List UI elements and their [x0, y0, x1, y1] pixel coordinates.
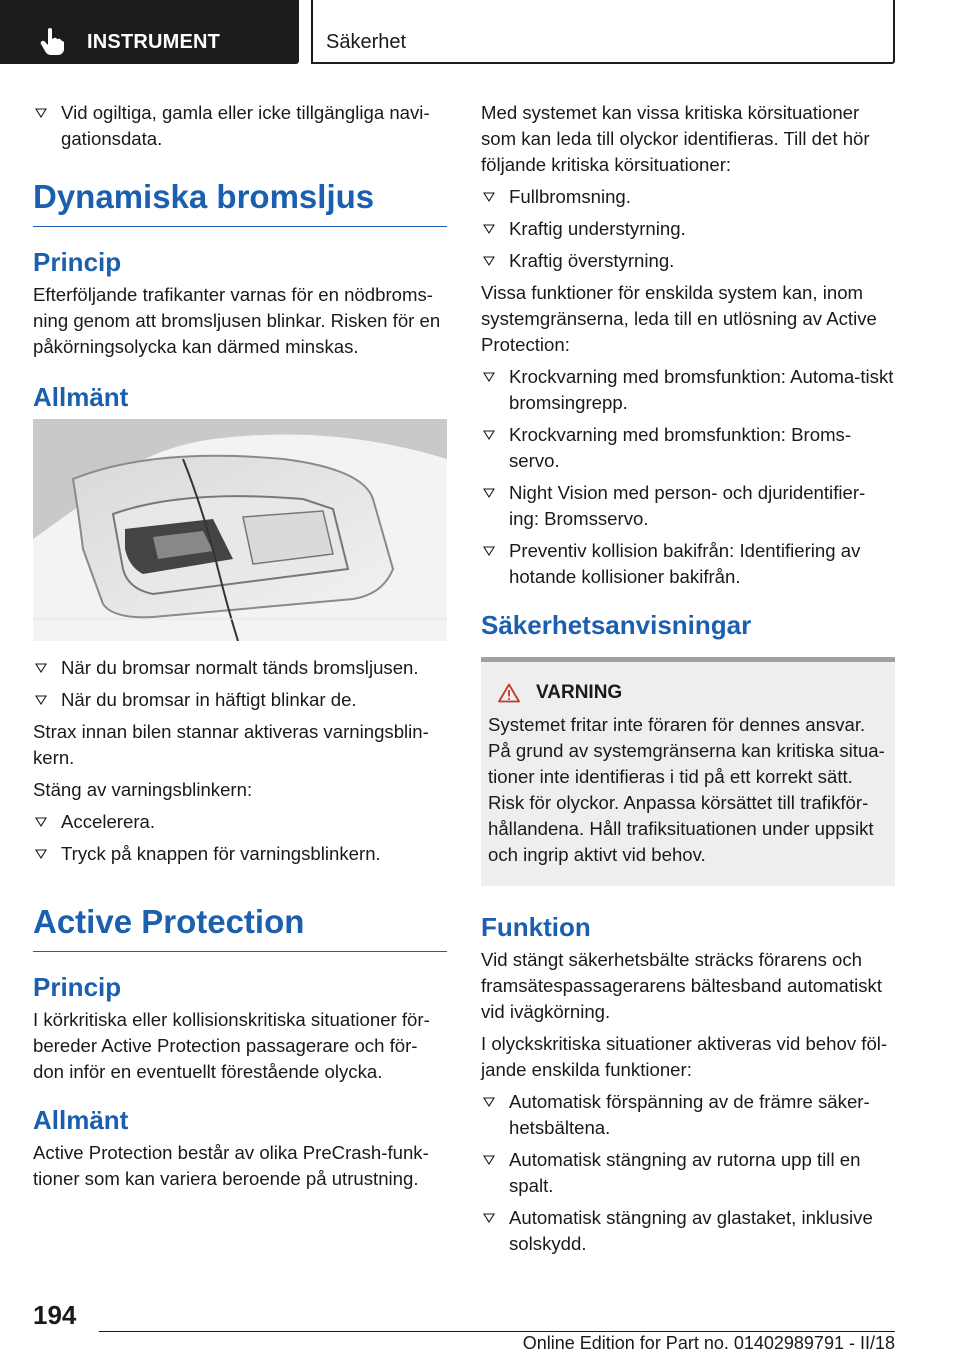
- brake-behavior-list: [33, 655, 447, 713]
- list-item: Kraftig understyrning.: [481, 216, 895, 242]
- intro-text: Med systemet kan vissa kritiska körsituationer som kan leda till olyckor identifieras. Till det hör följande kritiska körsituationer:: [481, 102, 870, 175]
- list-item: Vid ogiltiga, gamla eller icke tillgängliga navi-gationsdata.: [33, 100, 447, 152]
- disable-bullet-list: [33, 809, 447, 867]
- principle-heading: Princip: [33, 247, 122, 277]
- triangle-bullet-icon: [483, 256, 495, 266]
- right-column: [481, 100, 895, 1263]
- header-section-label: INSTRUMENT: [87, 31, 221, 53]
- header-chapter-tab: [311, 0, 895, 64]
- triangle-bullet-icon: [483, 430, 495, 440]
- safety-heading: Säkerhetsanvisningar: [481, 610, 752, 640]
- function-text: I olyckskritiska situationer aktiveras vid behov föl-jande enskilda funktioner:: [481, 1033, 888, 1080]
- function-text: Vid stängt säkerhetsbälte sträcks förarens och framsätespassagerarens bältesband automatiskt vid ivägkörning.: [481, 949, 883, 1022]
- triangle-bullet-icon: [483, 224, 495, 234]
- list-item: Automatisk förspänning av de främre säker-hetsbältena.: [481, 1089, 895, 1141]
- general-heading: Allmänt: [33, 382, 129, 412]
- section-title-brake-lights: Dynamiska bromsljus: [33, 178, 447, 227]
- left-column: [33, 100, 447, 1198]
- section-title-active-protection: Active Protection: [33, 903, 447, 952]
- principle-heading: Princip: [33, 972, 122, 1002]
- list-item: Preventiv kollision bakifrån: Identifiering av hotande kollisioner bakifrån.: [481, 538, 895, 590]
- situations-list: [481, 184, 895, 274]
- list-item: Kraftig överstyrning.: [481, 248, 895, 274]
- disable-text: Stäng av varningsblinkern:: [33, 779, 253, 800]
- list-item: Tryck på knappen för varningsblinkern.: [33, 841, 447, 867]
- function-heading: Funktion: [481, 912, 591, 942]
- list-item: Automatisk stängning av rutorna upp till en spalt.: [481, 1147, 895, 1199]
- functions-intro-text: Vissa funktioner för enskilda system kan, inom systemgränserna, leda till en utlösning av Active Protection:: [481, 282, 877, 355]
- general-heading: Allmänt: [33, 1105, 129, 1135]
- edition-footer: Online Edition for Part no. 01402989791 - II/18: [522, 1333, 895, 1353]
- warning-title: VARNING: [536, 682, 623, 703]
- triangle-bullet-icon: [35, 663, 47, 673]
- header-section-tab: [0, 0, 299, 64]
- list-item: Accelerera.: [33, 809, 447, 835]
- principle-text: Efterföljande trafikanter varnas för en nödbroms-ning genom att bromsljusen blinkar. Risken för en påkörningsolycka kan därmed minskas.: [33, 284, 441, 357]
- list-item: När du bromsar normalt tänds bromsljusen.: [33, 655, 447, 681]
- principle-text: I körkritiska eller kollisionskritiska situationer för-bereder Active Protection passagerare och för-don inför en eventuellt förestående olycka.: [33, 1009, 430, 1082]
- triangle-bullet-icon: [35, 695, 47, 705]
- hand-pointer-icon: [40, 27, 64, 55]
- general-text: Active Protection består av olika PreCrash-funk-tioner som kan variera beroende på utrustning.: [33, 1142, 429, 1189]
- list-item: Night Vision med person- och djuridentifier-ing: Bromsservo.: [481, 480, 895, 532]
- triangle-bullet-icon: [35, 108, 47, 118]
- header-chapter-label: Säkerhet: [326, 31, 407, 53]
- triangle-bullet-icon: [483, 1097, 495, 1107]
- brake-light-image: [33, 419, 447, 641]
- list-item: Fullbromsning.: [481, 184, 895, 210]
- warning-header: [498, 682, 887, 704]
- triangle-bullet-icon: [483, 1213, 495, 1223]
- list-item: Automatisk stängning av glastaket, inklusive solskydd.: [481, 1205, 895, 1257]
- warning-triangle-icon: [498, 683, 520, 703]
- triangle-bullet-icon: [483, 488, 495, 498]
- triangle-bullet-icon: [35, 849, 47, 859]
- triangle-bullet-icon: [483, 372, 495, 382]
- page-number: 194: [33, 1300, 77, 1330]
- list-item: Krockvarning med bromsfunktion: Broms-servo.: [481, 422, 895, 474]
- function-bullet-list: [481, 1089, 895, 1257]
- functions-list: [481, 364, 895, 590]
- triangle-bullet-icon: [483, 192, 495, 202]
- list-item: Krockvarning med bromsfunktion: Automa-tiskt bromsingrepp.: [481, 364, 895, 416]
- intro-bullet-list: [33, 100, 447, 152]
- triangle-bullet-icon: [483, 1155, 495, 1165]
- warning-text: Systemet fritar inte föraren för dennes ansvar. På grund av systemgränserna kan kritiska situa-tioner inte identifieras i tid på ett korrekt sätt. Risk för olyckor. Anpassa körsättet till trafikför-hållandena. Håll trafiksituationen under uppsikt och ingrip aktivt vid behov.: [488, 714, 885, 865]
- hazard-text: Strax innan bilen stannar aktiveras varningsblin-kern.: [33, 721, 429, 768]
- list-item: När du bromsar in häftigt blinkar de.: [33, 687, 447, 713]
- warning-box: [481, 657, 895, 886]
- triangle-bullet-icon: [483, 546, 495, 556]
- triangle-bullet-icon: [35, 817, 47, 827]
- footer-divider: [99, 1331, 895, 1332]
